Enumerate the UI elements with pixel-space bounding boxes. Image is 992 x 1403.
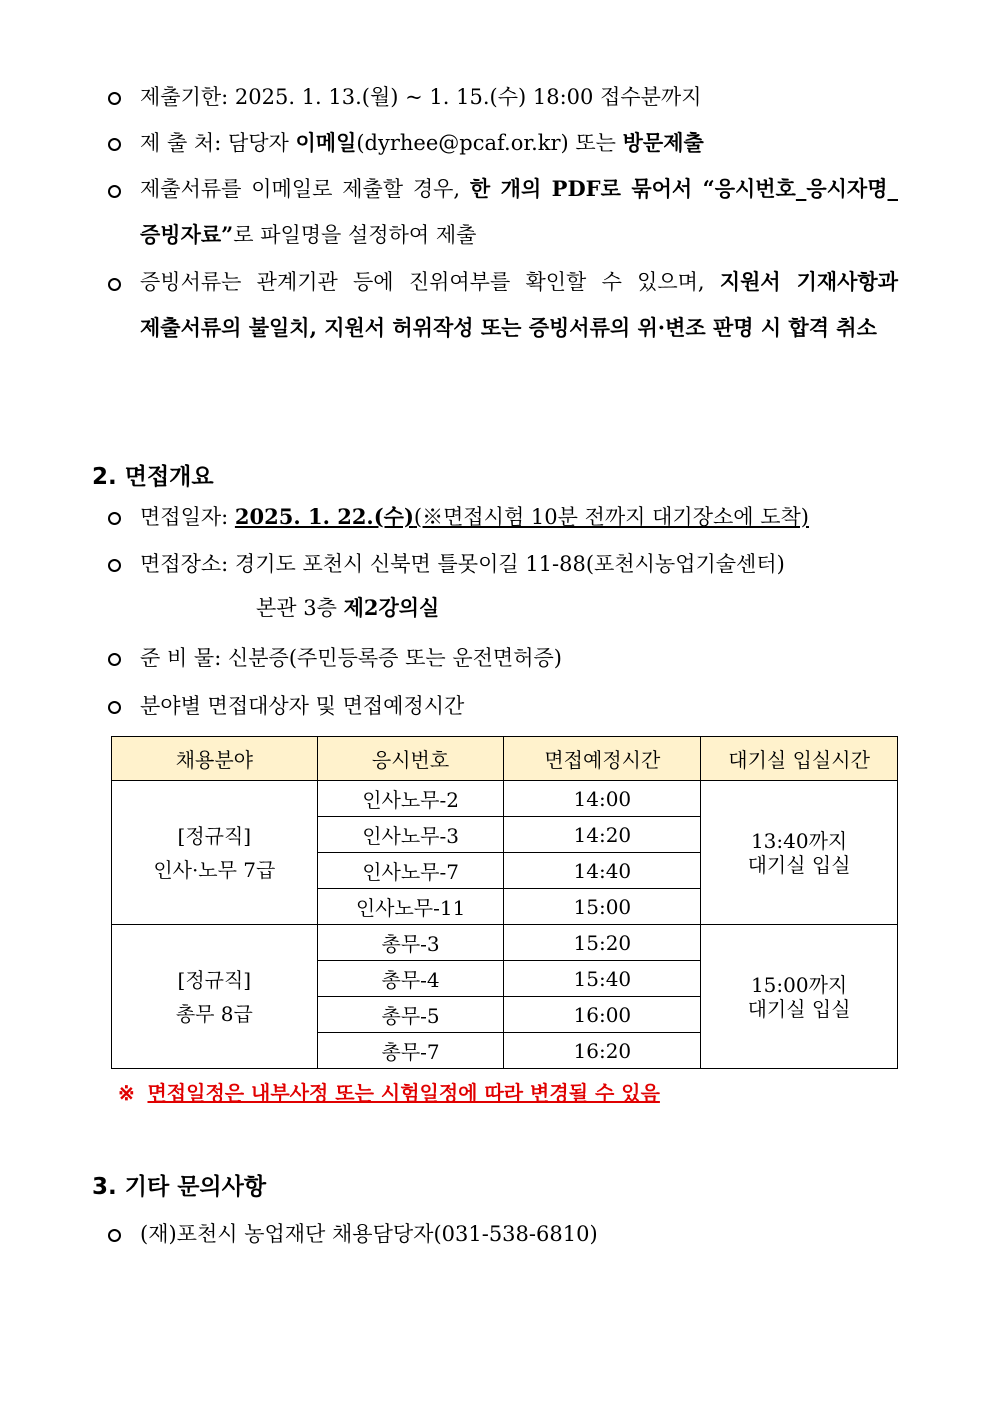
time-cell: 14:00 [504,781,701,817]
exam-number-cell: 인사노무-2 [317,781,504,817]
interview-schedule-table [111,736,898,1069]
interview-date-text: 면접일자: 2025. 1. 22.(수)(※면접시험 10분 전까지 대기장소에 도착) [140,504,810,529]
header-interview-time: 면접예정시간 [504,737,701,781]
circle-bullet-icon [108,512,121,525]
circle-bullet-icon [108,138,121,151]
submit-to-text: 제 출 처: 담당자 이메일(dyrhee@pcaf.or.kr) 또는 방문제출 [140,130,704,155]
exam-number-cell: 인사노무-3 [317,817,504,853]
time-cell: 14:20 [504,817,701,853]
verification-text: 증빙서류는 관계기관 등에 진위여부를 확인할 수 있으며, 지원서 기재사항과 제출서류의 불일치, 지원서 허위작성 또는 증빙서류의 위·변조 판명 시 합격 취소 [140,269,898,340]
header-exam-number: 응시번호 [317,737,504,781]
bullet-prep [108,646,898,673]
section-2-title: 2. 면접개요 [92,464,214,490]
bullet-email-submission [108,178,898,258]
exam-number-cell: 총무-5 [317,997,504,1033]
bullet-deadline [108,85,898,112]
schedule-change-note [118,1077,660,1106]
circle-bullet-icon [108,185,121,198]
contact-text: (재)포천시 농업재단 채용담당자(031-538-6810) [140,1222,598,1246]
field-cell: [정규직] 총무 8급 [112,925,318,1069]
header-field: 채용분야 [112,737,318,781]
time-cell: 15:20 [504,925,701,961]
prep-text: 준 비 물: 신분증(주민등록증 또는 운전면허증) [140,646,562,670]
time-cell: 15:40 [504,961,701,997]
schedule-title: 분야별 면접대상자 및 면접예정시간 [140,694,465,718]
note-text: 면접일정은 내부사정 또는 시험일정에 따라 변경될 수 있음 [147,1081,660,1105]
table-row [112,925,898,961]
field-cell: [정규직] 인사·노무 7급 [112,781,318,925]
table-header-row [112,737,898,781]
exam-number-cell: 총무-4 [317,961,504,997]
wait-room-cell: 15:00까지 대기실 입실 [701,925,898,1069]
time-cell: 15:00 [504,889,701,925]
bullet-schedule [108,694,898,721]
section-3-title: 3. 기타 문의사항 [92,1174,267,1200]
interview-place-text: 면접장소: 경기도 포천시 신북면 틀못이길 11-88(포천시농업기술센터) [140,552,785,576]
circle-bullet-icon [108,559,121,572]
circle-bullet-icon [108,92,121,105]
bullet-submit-to [108,131,898,158]
email-submission-text: 제출서류를 이메일로 제출할 경우, 한 개의 PDF로 묶어서 “응시번호_응시자명_증빙자료”로 파일명을 설정하여 제출 [140,176,898,247]
time-cell: 16:00 [504,997,701,1033]
time-cell: 14:40 [504,853,701,889]
circle-bullet-icon [108,1229,121,1242]
circle-bullet-icon [108,653,121,666]
exam-number-cell: 총무-7 [317,1033,504,1069]
bullet-interview-place [108,552,898,579]
time-cell: 16:20 [504,1033,701,1069]
circle-bullet-icon [108,701,121,714]
exam-number-cell: 총무-3 [317,925,504,961]
circle-bullet-icon [108,278,121,291]
exam-number-cell: 인사노무-7 [317,853,504,889]
wait-room-cell: 13:40까지 대기실 입실 [701,781,898,925]
exam-number-cell: 인사노무-11 [317,889,504,925]
bullet-interview-date [108,505,898,532]
interview-place-line2: 본관 3층 제2강의실 [256,595,440,620]
header-wait-room-time: 대기실 입실시간 [701,737,898,781]
table-row [112,781,898,817]
deadline-text: 제출기한: 2025. 1. 13.(월) ~ 1. 15.(수) 18:00 접수분까지 [140,85,702,109]
bullet-contact [108,1222,898,1249]
note-mark: ※ [118,1081,135,1105]
bullet-verification [108,271,898,351]
